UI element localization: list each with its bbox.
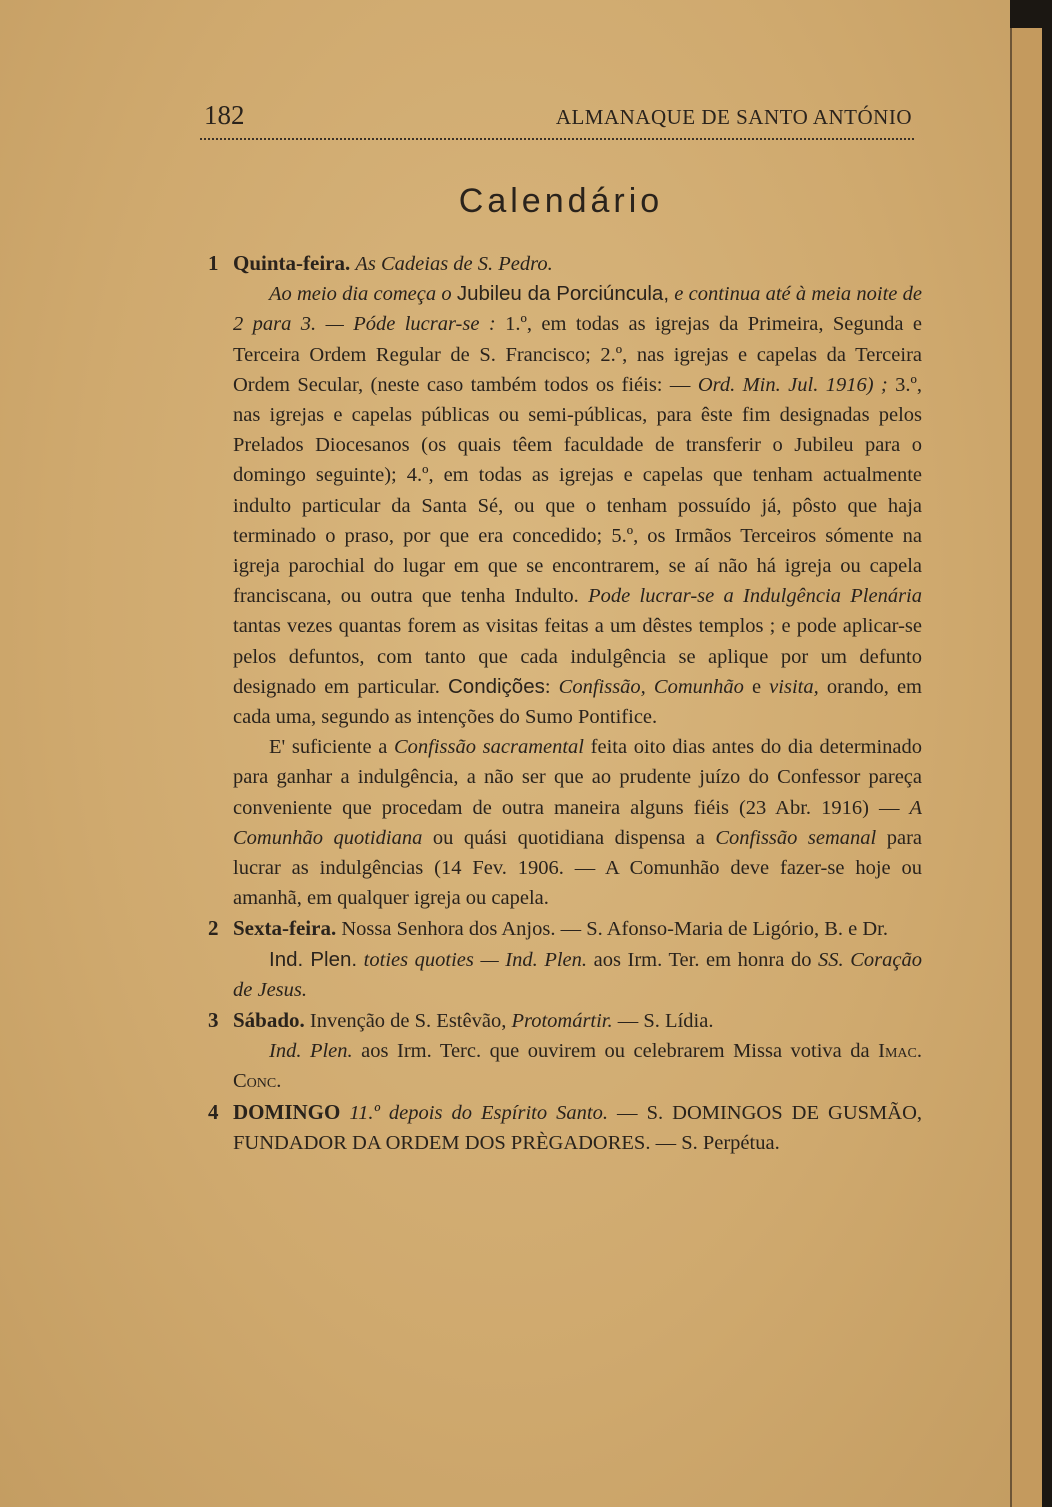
text: ou quási quotidiana dispensa a <box>432 826 705 849</box>
weekday: Quinta-feira. <box>233 251 351 275</box>
text-italic: visita, <box>769 675 819 698</box>
weekday: DOMINGO <box>233 1099 341 1124</box>
day-number: 2 <box>208 916 219 941</box>
text-italic: toties quoties — Ind. Plen. <box>363 948 588 971</box>
text: : <box>544 675 551 698</box>
entry-paragraph <box>233 248 922 279</box>
text: aos Irm. Ter. em honra do <box>593 948 812 971</box>
text: para lucrar as indulgências (14 Fev. 1906. — A Comunhão deve fazer-se hoje ou amanhã, em qualquer igreja ou capela. <box>233 826 923 910</box>
text-italic: Pode lucrar-se a Indulgência Plenária <box>588 585 922 608</box>
text-small-caps: Imac. Conc. <box>233 1040 923 1093</box>
jubilee-name: Jubileu da Porciúncula, <box>456 282 670 306</box>
weekday: Sábado. <box>233 1008 305 1033</box>
section-title: Calendário <box>458 182 664 220</box>
text-italic: Protomártir. <box>511 1010 613 1033</box>
next-page-edge <box>1010 28 1042 1507</box>
text-italic: A Comunhão quotidiana <box>233 796 923 849</box>
text-italic: Confissão sacramental <box>393 736 584 759</box>
text-italic: Ord. Min. Jul. 1916) ; <box>697 373 888 396</box>
calendar-entry-4 <box>200 1097 922 1158</box>
indulgence-label: Ind. Plen. <box>269 947 358 971</box>
entry-paragraph <box>233 1036 922 1096</box>
day-number: 1 <box>208 251 219 275</box>
text-italic: Confissão, Comunhão <box>558 675 744 698</box>
text-italic: e continua até à meia noite de 2 para 3. — Póde lucrar-se : <box>233 283 922 336</box>
weekday: Sexta-feira. <box>233 916 337 941</box>
text: — S. DOMINGOS DE GUSMÃO, FUNDADOR DA ORDEM DOS PRÈGADORES. — S. Perpétua. <box>233 1101 923 1154</box>
text-italic: Ind. Plen. <box>269 1040 353 1063</box>
day-number: 4 <box>208 1099 219 1124</box>
day-number: 3 <box>208 1008 219 1033</box>
entry-paragraph <box>233 913 922 944</box>
text: tantas vezes quantas forem as visitas feitas a um dêstes templos ; e pode aplicar-se pelos defuntos, com tanto que cada indulgência se aplique por um defunto designado em particular. <box>233 615 922 698</box>
text: — S. Lídia. <box>617 1010 714 1033</box>
text-italic: 11.º depois do Espírito Santo. <box>349 1101 608 1124</box>
entry-paragraph <box>233 732 922 913</box>
calendar-entry-1 <box>200 248 922 913</box>
text-italic: SS. Coração de Jesus. <box>233 948 923 1001</box>
text: Invenção de S. Estêvão, <box>309 1010 507 1033</box>
entry-paragraph <box>233 1005 922 1036</box>
text: 3.º, nas igrejas e capelas públicas ou semi-públicas, para êste fim designadas pelos Prelados Diocesanos (os quais têem faculdade de transferir o Jubileu para o domingo seguinte); 4.º, em todas as igrejas e capelas que tenham actualmente indulto particular da Santa Sé, ou que o tenham possuído já, pôsto que haja terminado o praso, por que era concedido; 5.º, os Irmãos Terceiros sómente na igreja parochial do lugar em que se encontrarem, se aí não há igreja ou capela franciscana, ou outra que tenha Indulto. <box>233 373 923 608</box>
text: orando, em cada uma, segundo as intenções do Sumo Pontifice. <box>233 675 922 729</box>
text: e <box>751 675 762 698</box>
entry-paragraph <box>233 945 922 1005</box>
text-italic: Confissão semanal <box>715 826 877 849</box>
calendar-body <box>200 248 922 1158</box>
page-header <box>200 96 914 140</box>
entry-paragraph <box>233 279 922 732</box>
running-title: ALMANAQUE DE SANTO ANTÓNIO <box>555 105 912 129</box>
text: feita oito dias antes do dia determinado para ganhar a indulgência, a não ser que ao prudente juízo do Confessor pareça conveniente que procedam de outra maneira alguns fiéis (23 Abr. 1916) — <box>233 736 923 819</box>
conditions-label: Condições <box>447 674 545 698</box>
calendar-entry-2 <box>200 913 922 1005</box>
text: E' suficiente a <box>269 736 388 759</box>
calendar-entry-3 <box>200 1005 922 1097</box>
text: aos Irm. Terc. que ouvirem ou celebrarem Missa votiva da <box>361 1040 870 1063</box>
text-italic: Ao meio dia começa o <box>269 283 452 306</box>
feast-name: As Cadeias de S. Pedro. <box>355 253 553 275</box>
text: Nossa Senhora dos Anjos. — S. Afonso-Maria de Ligório, B. e Dr. <box>341 918 888 941</box>
page-number: 182 <box>204 100 245 130</box>
entry-paragraph <box>233 1097 922 1158</box>
text: 1.º, em todas as igrejas da Primeira, Segunda e Terceira Ordem Regular de S. Francisco; 2.º, nas igrejas e capelas da Terceira Ordem Secular, (neste caso também todos os fiéis: — <box>233 313 922 396</box>
